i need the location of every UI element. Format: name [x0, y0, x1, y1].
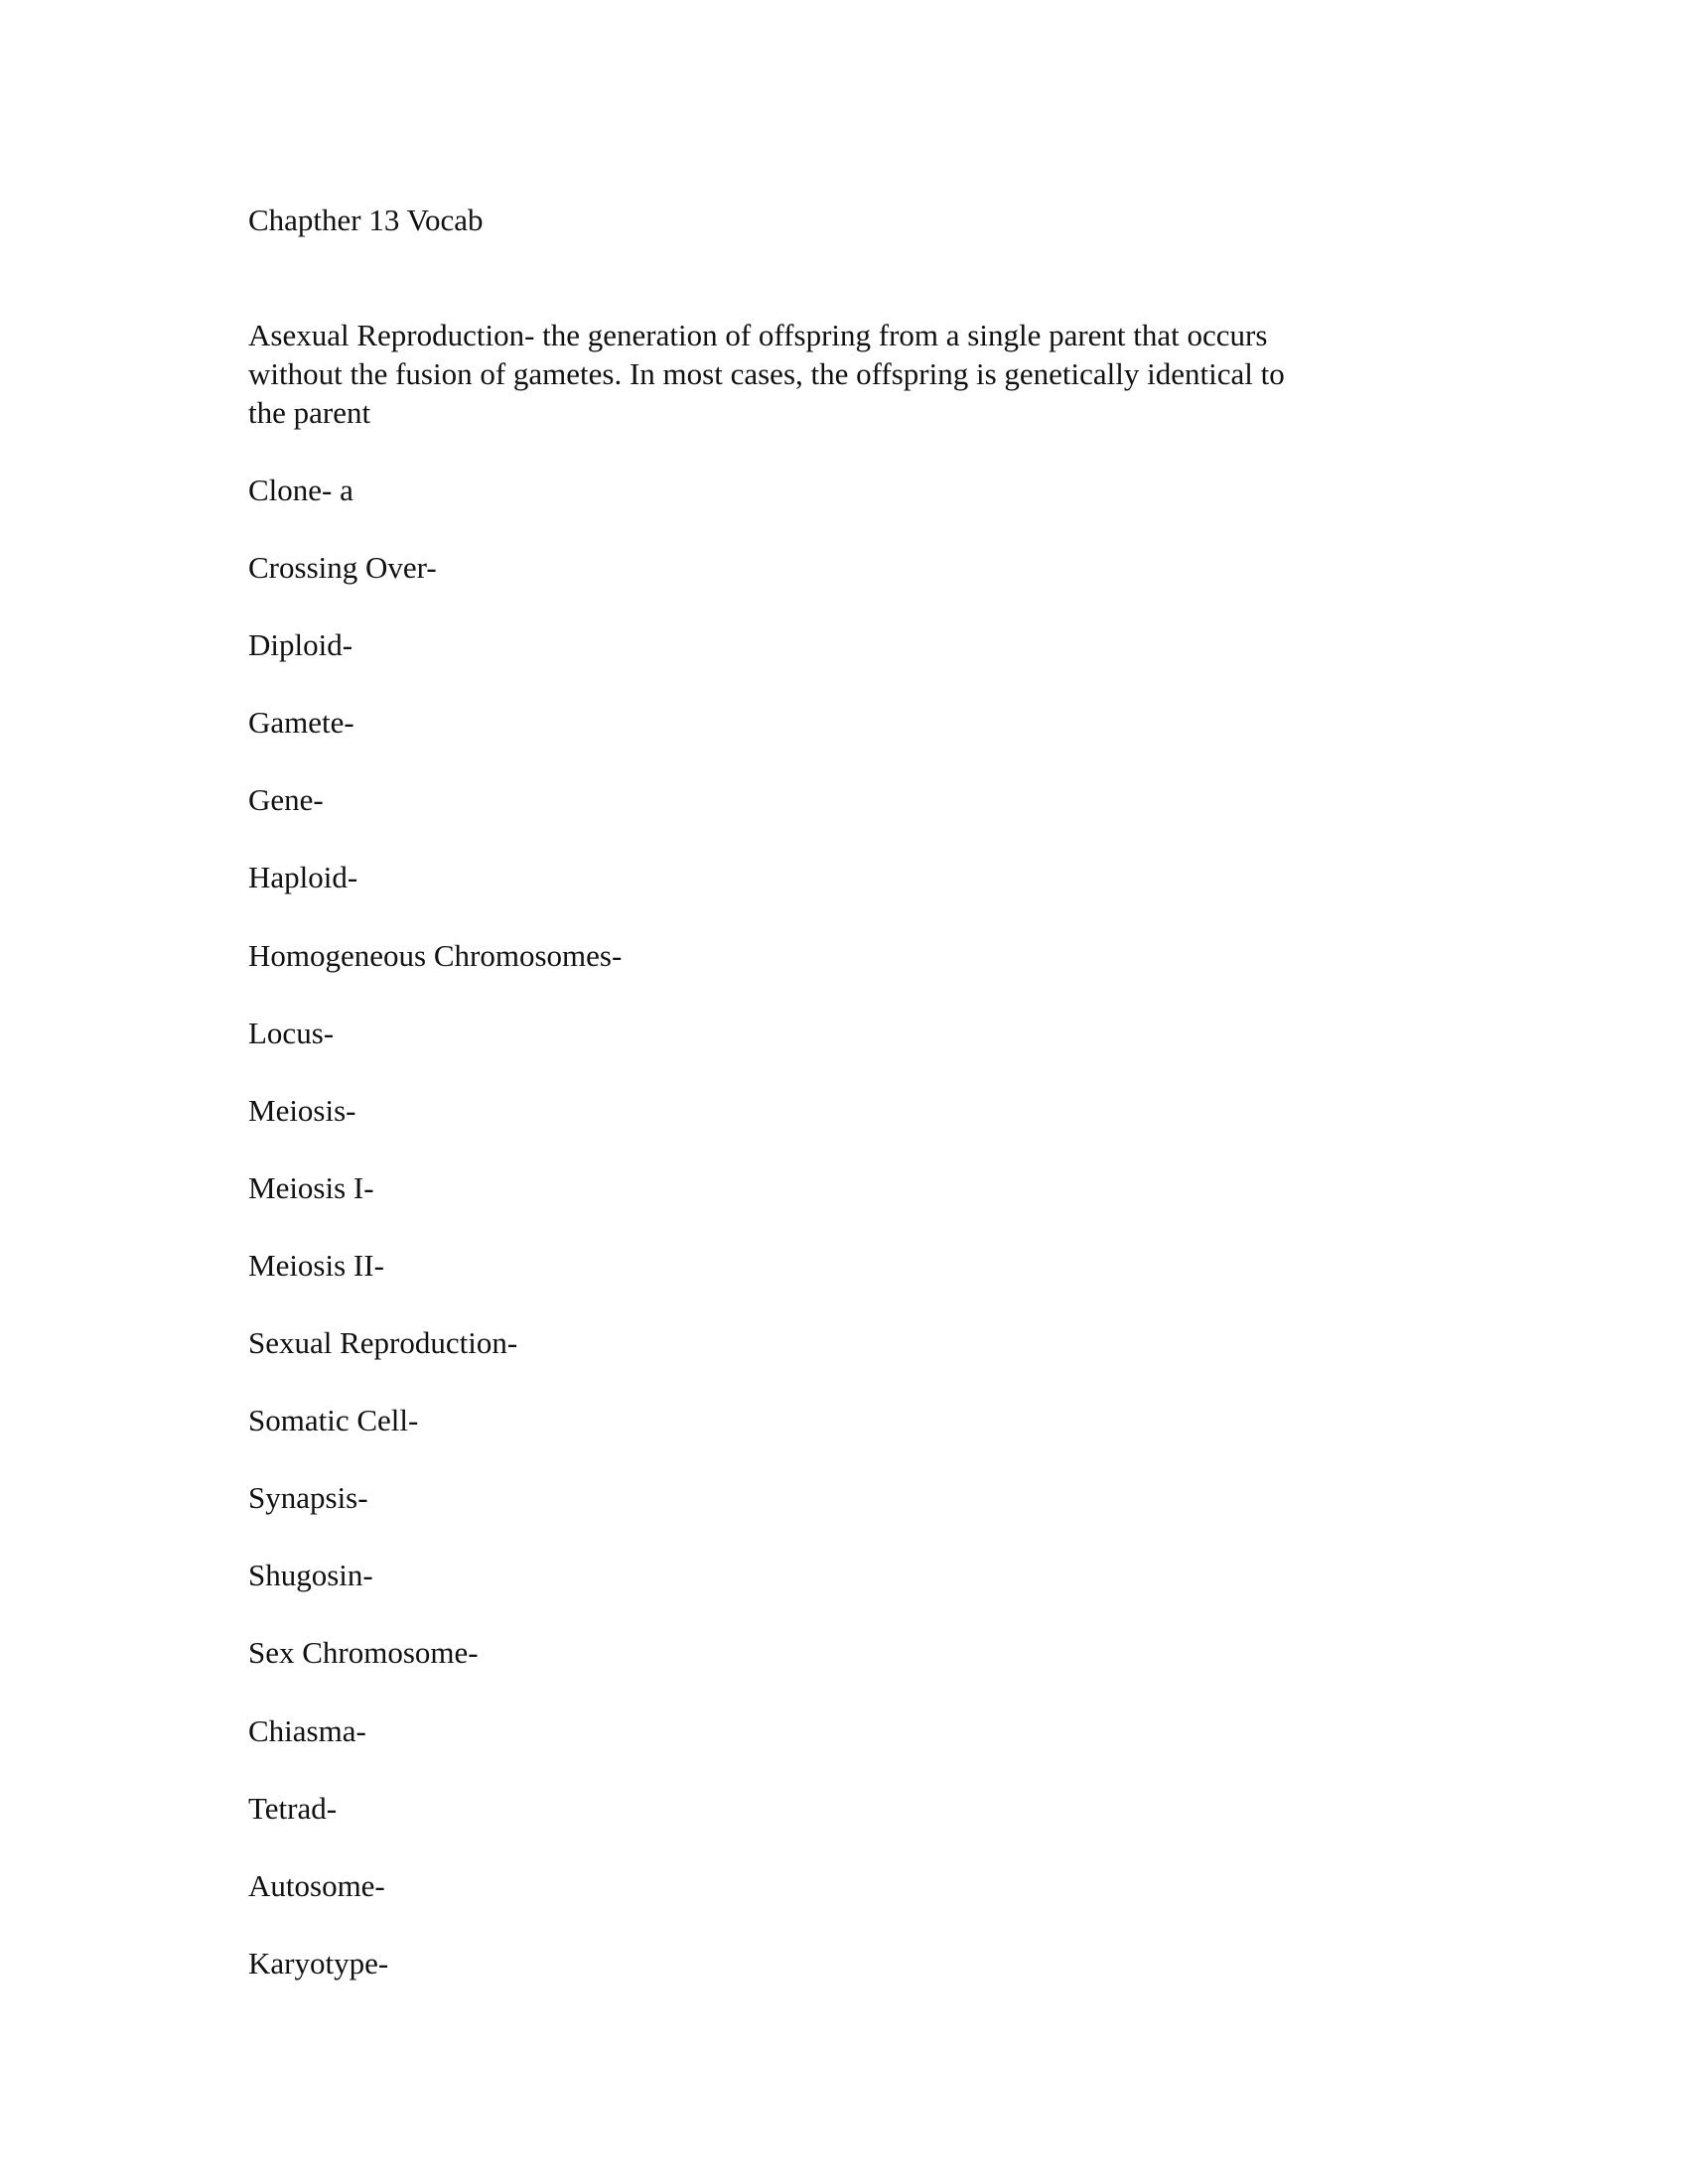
paragraph-line: without the fusion of gametes. In most cases, the offspring is genetically identical to [248, 356, 1285, 391]
vocab-term: Sexual Reproduction- [248, 1325, 518, 1361]
paragraph-line: Asexual Reproduction- the generation of offspring from a single parent that occurs [248, 318, 1268, 352]
vocab-term: Gamete- [248, 705, 354, 741]
vocab-term: Meiosis I- [248, 1169, 374, 1205]
vocab-term: Crossing Over- [248, 550, 437, 586]
vocab-term: Meiosis- [248, 1092, 356, 1128]
definition-asexual-reproduction [248, 316, 1285, 432]
vocab-term-list [248, 471, 622, 2021]
vocab-term: Locus- [248, 1015, 335, 1050]
vocab-term: Homogeneous Chromosomes- [248, 937, 623, 973]
vocab-term: Chiasma- [248, 1712, 366, 1748]
vocab-term: Clone- a [248, 473, 353, 507]
vocab-term: Autosome- [248, 1867, 385, 1903]
vocab-term: Meiosis II- [248, 1247, 384, 1283]
vocab-term: Synapsis- [248, 1480, 368, 1516]
vocab-term: Karyotype- [248, 1945, 389, 1980]
vocab-term: Haploid- [248, 860, 358, 895]
vocab-term: Gene- [248, 782, 324, 818]
paragraph-line: the parent [248, 395, 371, 430]
vocab-term: Diploid- [248, 627, 353, 663]
vocab-term: Sex Chromosome- [248, 1635, 479, 1671]
vocab-term: Somatic Cell- [248, 1403, 419, 1438]
vocab-term: Shugosin- [248, 1558, 373, 1593]
vocab-term: Tetrad- [248, 1790, 338, 1826]
page-title: Chapther 13 Vocab [248, 203, 484, 237]
